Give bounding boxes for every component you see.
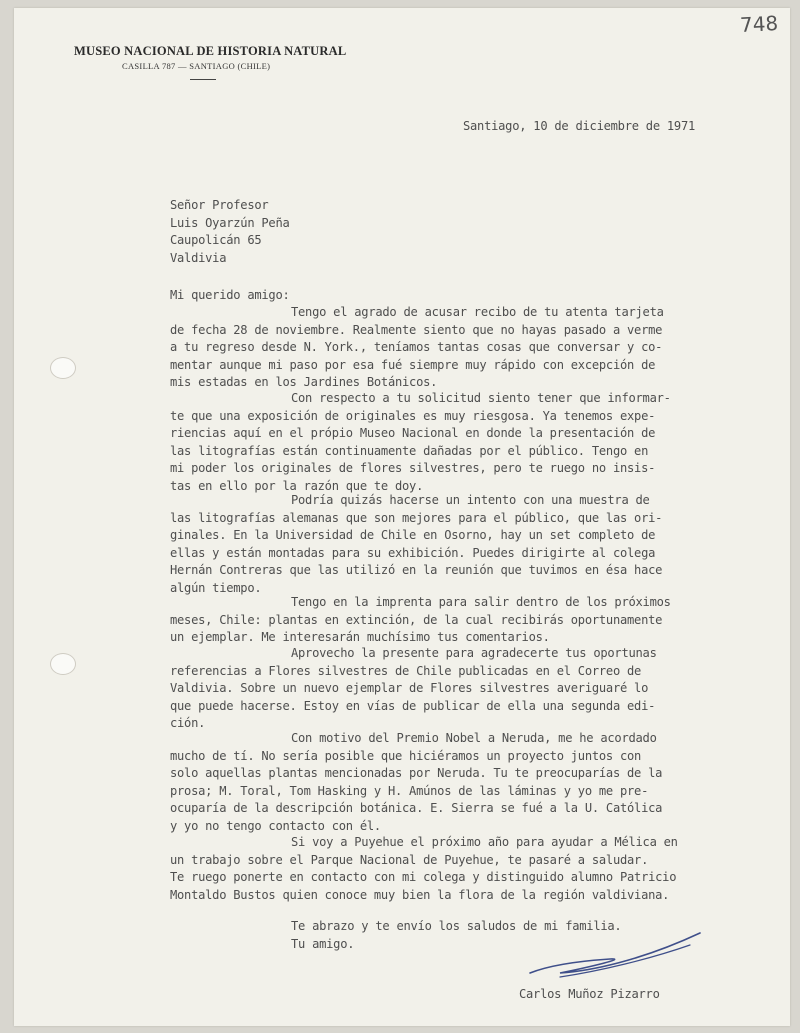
paragraph-line: y yo no tengo contacto con él. — [170, 818, 381, 833]
recipient-line: Caupolicán 65 — [170, 233, 262, 247]
paragraph-line: algún tiempo. — [170, 580, 262, 595]
paragraph-line: referencias a Flores silvestres de Chile publicadas en el Correo de — [170, 663, 642, 678]
recipient-block — [170, 197, 290, 267]
recipient-line: Señor Profesor — [170, 198, 269, 212]
paragraph-3 — [170, 492, 662, 597]
date-line: Santiago, 10 de diciembre de 1971 — [463, 119, 696, 133]
paragraph-line: ginales. En la Universidad de Chile en Osorno, hay un set completo de — [170, 528, 656, 542]
paragraph-line: Montaldo Bustos quien conoce muy bien la flora de la región valdiviana. — [170, 887, 670, 902]
paragraph-line: mi poder los originales de flores silvestres, pero te ruego no insis- — [170, 461, 656, 475]
paragraph-line: Si voy a Puyehue el próximo año para ayudar a Mélica en — [291, 835, 678, 849]
handwritten-signature — [520, 925, 720, 995]
punch-hole-bottom — [50, 653, 76, 675]
institution-name: MUSEO NACIONAL DE HISTORIA NATURAL — [74, 44, 347, 58]
archive-number: 748 — [739, 11, 779, 37]
paragraph-line: ocuparía de la descripción botánica. E. Sierra se fué a la U. Católica — [170, 801, 663, 815]
paragraph-line: mentar aunque mi paso por esa fué siempre muy rápido con excepción de — [170, 357, 656, 372]
paragraph-line: mucho de tí. No sería posible que hiciéramos un proyecto juntos con — [170, 748, 642, 763]
paragraph-5 — [170, 645, 657, 733]
paragraph-line: las litografías están continuamente dañadas por el público. Tengo en — [170, 443, 649, 458]
paragraph-line: de fecha 28 de noviembre. Realmente siento que no hayas pasado a verme — [170, 322, 663, 337]
paragraph-line: prosa; M. Toral, Tom Hasking y H. Amúnos de las láminas y yo me pre- — [170, 783, 649, 798]
paragraph-6 — [170, 730, 662, 835]
paragraph-line: Tengo en la imprenta para salir dentro de los próximos — [291, 595, 671, 609]
paragraph-line: tas en ello por la razón que te doy. — [170, 478, 424, 493]
paragraph-line: a tu regreso desde N. York., teníamos tantas cosas que conversar y co- — [170, 340, 663, 354]
paragraph-line: que puede hacerse. Estoy en vías de publicar de ella una segunda edi- — [170, 698, 656, 713]
punch-hole-top — [50, 357, 76, 379]
paragraph-line: Valdivia. Sobre un nuevo ejemplar de Flores silvestres averiguaré lo — [170, 681, 649, 695]
paragraph-line: solo aquellas plantas mencionadas por Neruda. Tu te preocuparías de la — [170, 766, 663, 780]
paragraph-line: te que una exposición de originales es muy riesgosa. Ya tenemos expe- — [170, 408, 656, 423]
paragraph-line: riencias aquí en el própio Museo Nacional en donde la presentación de — [170, 426, 656, 440]
paragraph-line: un trabajo sobre el Parque Nacional de Puyehue, te pasaré a saludar. — [170, 852, 649, 867]
letterhead — [74, 44, 346, 80]
closing-line: Te abrazo y te envío los saludos de mi familia. — [291, 919, 622, 933]
paragraph-4 — [170, 594, 671, 647]
closing-line: Tu amigo. — [291, 936, 355, 951]
paragraph-line: ellas y están montadas para su exhibición. Puedes dirigirte al colega — [170, 545, 656, 560]
paragraph-line: meses, Chile: plantas en extinción, de la cual recibirás oportunamente — [170, 612, 663, 627]
institution-address: CASILLA 787 — SANTIAGO (CHILE) — [122, 61, 271, 71]
paragraph-line: Hernán Contreras que las utilizó en la reunión que tuvimos en ésa hace — [170, 563, 663, 577]
paragraph-line: Podría quizás hacerse un intento con una muestra de — [291, 493, 650, 507]
paragraph-line: ción. — [170, 716, 206, 730]
signature-name: Carlos Muñoz Pizarro — [519, 987, 660, 1001]
paragraph-line: mis estadas en los Jardines Botánicos. — [170, 375, 438, 389]
paragraph-line: las litografías alemanas que son mejores para el público, que las ori- — [170, 510, 663, 525]
paragraph-line: Te ruego ponerte en contacto con mi colega y distinguido alumno Patricio — [170, 870, 677, 884]
paragraph-7 — [170, 834, 678, 904]
recipient-line: Luis Oyarzún Peña — [170, 215, 290, 230]
paragraph-1 — [170, 304, 664, 392]
paragraph-2 — [170, 390, 671, 495]
paragraph-line: Tengo el agrado de acusar recibo de tu atenta tarjeta — [291, 305, 664, 319]
paragraph-line: Con motivo del Premio Nobel a Neruda, me he acordado — [291, 731, 657, 745]
salutation: Mi querido amigo: — [170, 288, 290, 302]
paragraph-line: Con respecto a tu solicitud siento tener que informar- — [291, 391, 671, 405]
paragraph-line: Aprovecho la presente para agradecerte tus oportunas — [291, 646, 657, 660]
paragraph-line: un ejemplar. Me interesarán muchísimo tus comentarios. — [170, 630, 550, 644]
recipient-line: Valdivia — [170, 250, 227, 265]
letterhead-rule — [190, 79, 216, 80]
